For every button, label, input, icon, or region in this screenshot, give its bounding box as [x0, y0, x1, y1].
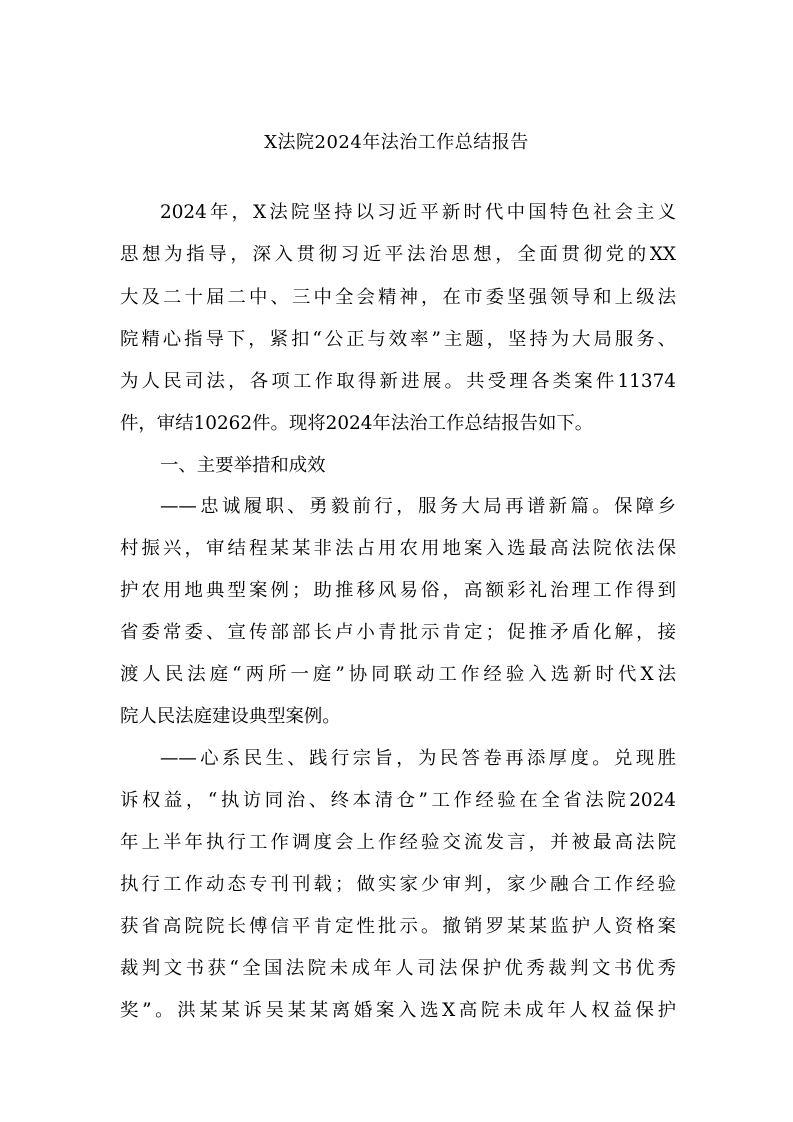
- paragraph-line: 院人民法庭建设典型案例。: [120, 706, 341, 727]
- page-title: X法院2024年法治工作总结报告: [264, 132, 529, 153]
- paragraph-line: 省委常委、宣传部部长卢小青批示肯定；促推矛盾化解，接: [120, 622, 676, 643]
- section-heading: 一、主要举措和成效: [160, 455, 326, 476]
- paragraph-line: 渡人民法庭“两所一庭”协同联动工作经验入选新时代X法: [120, 664, 676, 685]
- paragraph-line: 年上半年执行工作调度会上作经验交流发言，并被最高法院: [120, 832, 676, 853]
- paragraph-line: ——心系民生、践行宗旨，为民答卷再添厚度。兑现胜: [160, 748, 676, 769]
- paragraph-line: 村振兴，审结程某某非法占用农用地案入选最高法院依法保: [120, 538, 676, 559]
- paragraph-line: 护农用地典型案例；助推移风易俗，高额彩礼治理工作得到: [120, 580, 676, 601]
- paragraph-line: 奖”。洪某某诉吴某某离婚案入选X高院未成年人权益保护: [120, 1000, 676, 1021]
- paragraph-line: 2024年，X法院坚持以习近平新时代中国特色社会主义: [160, 202, 676, 223]
- paragraph-line: 大及二十届二中、三中全会精神，在市委坚强领导和上级法: [120, 287, 676, 308]
- paragraph-line: 裁判文书获“全国法院未成年人司法保护优秀裁判文书优秀: [120, 958, 676, 979]
- paragraph-line: 执行工作动态专刊刊载；做实家少审判，家少融合工作经验: [120, 874, 676, 895]
- paragraph-line: 诉权益，“执访同治、终本清仓”工作经验在全省法院2024: [120, 790, 676, 811]
- paragraph-line: 院精心指导下，紧扣“公正与效率”主题，坚持为大局服务、: [120, 329, 676, 350]
- paragraph-line: 件，审结10262件。现将2024年法治工作总结报告如下。: [120, 413, 594, 434]
- paragraph-line: 思想为指导，深入贯彻习近平法治思想，全面贯彻党的XX: [120, 244, 676, 265]
- paragraph-line: 为人民司法，各项工作取得新进展。共受理各类案件11374: [120, 371, 676, 392]
- paragraph-line: ——忠诚履职、勇毅前行，服务大局再谱新篇。保障乡: [160, 496, 676, 517]
- paragraph-line: 获省高院院长傅信平肯定性批示。撤销罗某某监护人资格案: [120, 916, 676, 937]
